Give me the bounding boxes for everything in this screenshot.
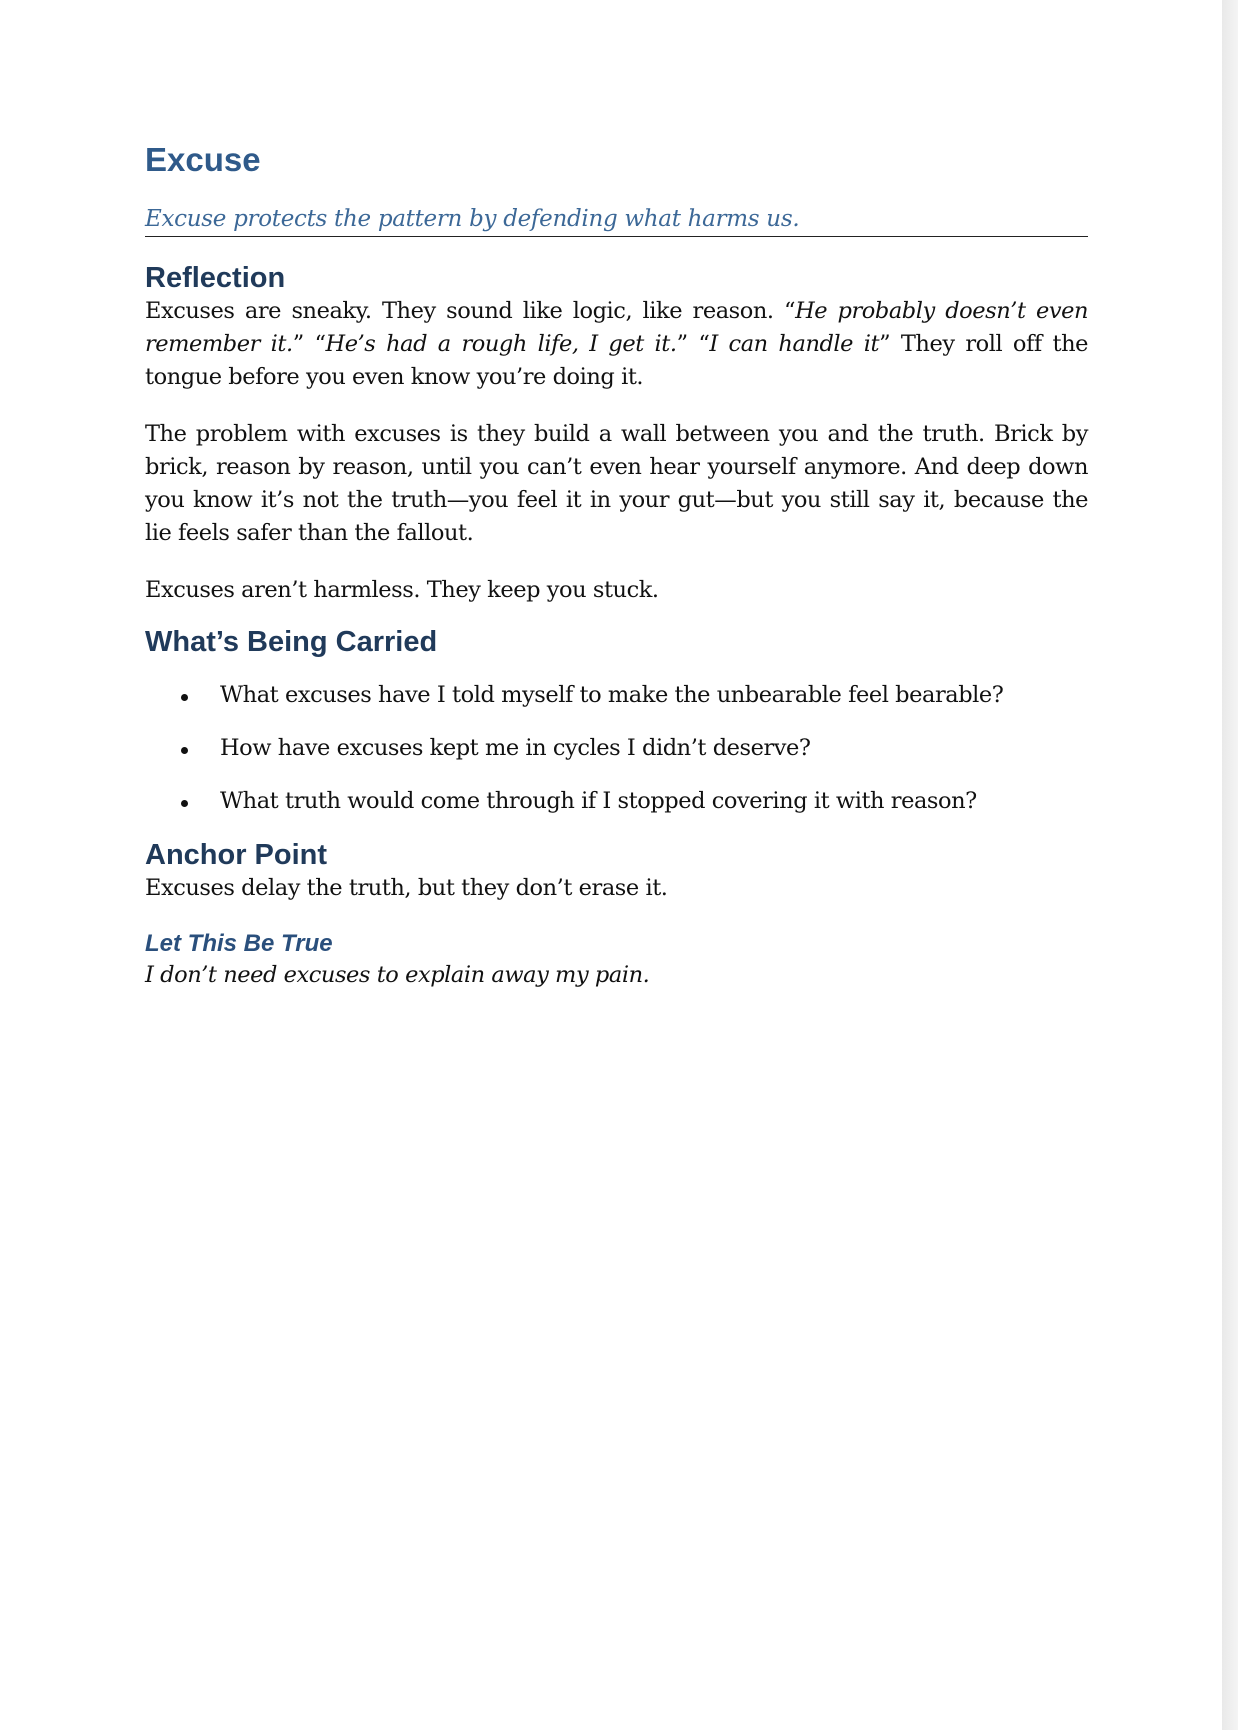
list-item	[145, 679, 1088, 712]
reflection-quote-1: He probably doesn’t even remember it.	[145, 298, 1088, 357]
reflection-p1-text-b: ” “	[292, 331, 326, 357]
reflection-p1-text-c: ” “	[676, 331, 710, 357]
let-true-text: I don’t need excuses to explain away my pain.	[145, 962, 650, 988]
reflection-heading: Reflection	[145, 262, 286, 294]
list-item-text: What truth would come through if I stopped covering it with reason?	[220, 788, 977, 814]
bullet-icon	[181, 800, 188, 807]
let-true-heading: Let This Be True	[145, 930, 333, 957]
reflection-quote-3: I can handle it	[709, 331, 880, 357]
reflection-p1-text-a: Excuses are sneaky. They sound like logic, like reason. “	[145, 298, 796, 324]
carried-list	[145, 679, 1088, 818]
anchor-text: Excuses delay the truth, but they don’t erase it.	[145, 875, 668, 901]
list-item	[145, 785, 1088, 818]
reflection-paragraph-3: Excuses aren’t harmless. They keep you stuck.	[145, 577, 659, 603]
reflection-paragraph-2: The problem with excuses is they build a wall between you and the truth. Brick by brick, reason by reason, until you can’t even hear yourself anymore. And deep down you know it’s not the truth—you feel it in your gut—but you still say it, because the lie feels safer than the fallout.	[145, 421, 1088, 546]
bullet-icon	[181, 747, 188, 754]
bullet-icon	[181, 694, 188, 701]
page-edge	[1222, 0, 1238, 1730]
reflection-p1-text-d: ” They roll off the tongue before you even know you’re doing it.	[145, 331, 1088, 390]
list-item-text: What excuses have I told myself to make the unbearable feel bearable?	[220, 682, 1004, 708]
subtitle: Excuse protects the pattern by defending what harms us.	[145, 204, 1088, 237]
anchor-heading: Anchor Point	[145, 839, 328, 871]
reflection-quote-2: He’s had a rough life, I get it.	[325, 331, 677, 357]
carried-heading: What’s Being Carried	[145, 626, 438, 658]
list-item	[145, 732, 1088, 765]
reflection-paragraph-1	[145, 295, 1088, 394]
list-item-text: How have excuses kept me in cycles I didn’t deserve?	[220, 735, 811, 761]
page-title: Excuse	[145, 141, 261, 178]
page-content	[145, 140, 1088, 992]
